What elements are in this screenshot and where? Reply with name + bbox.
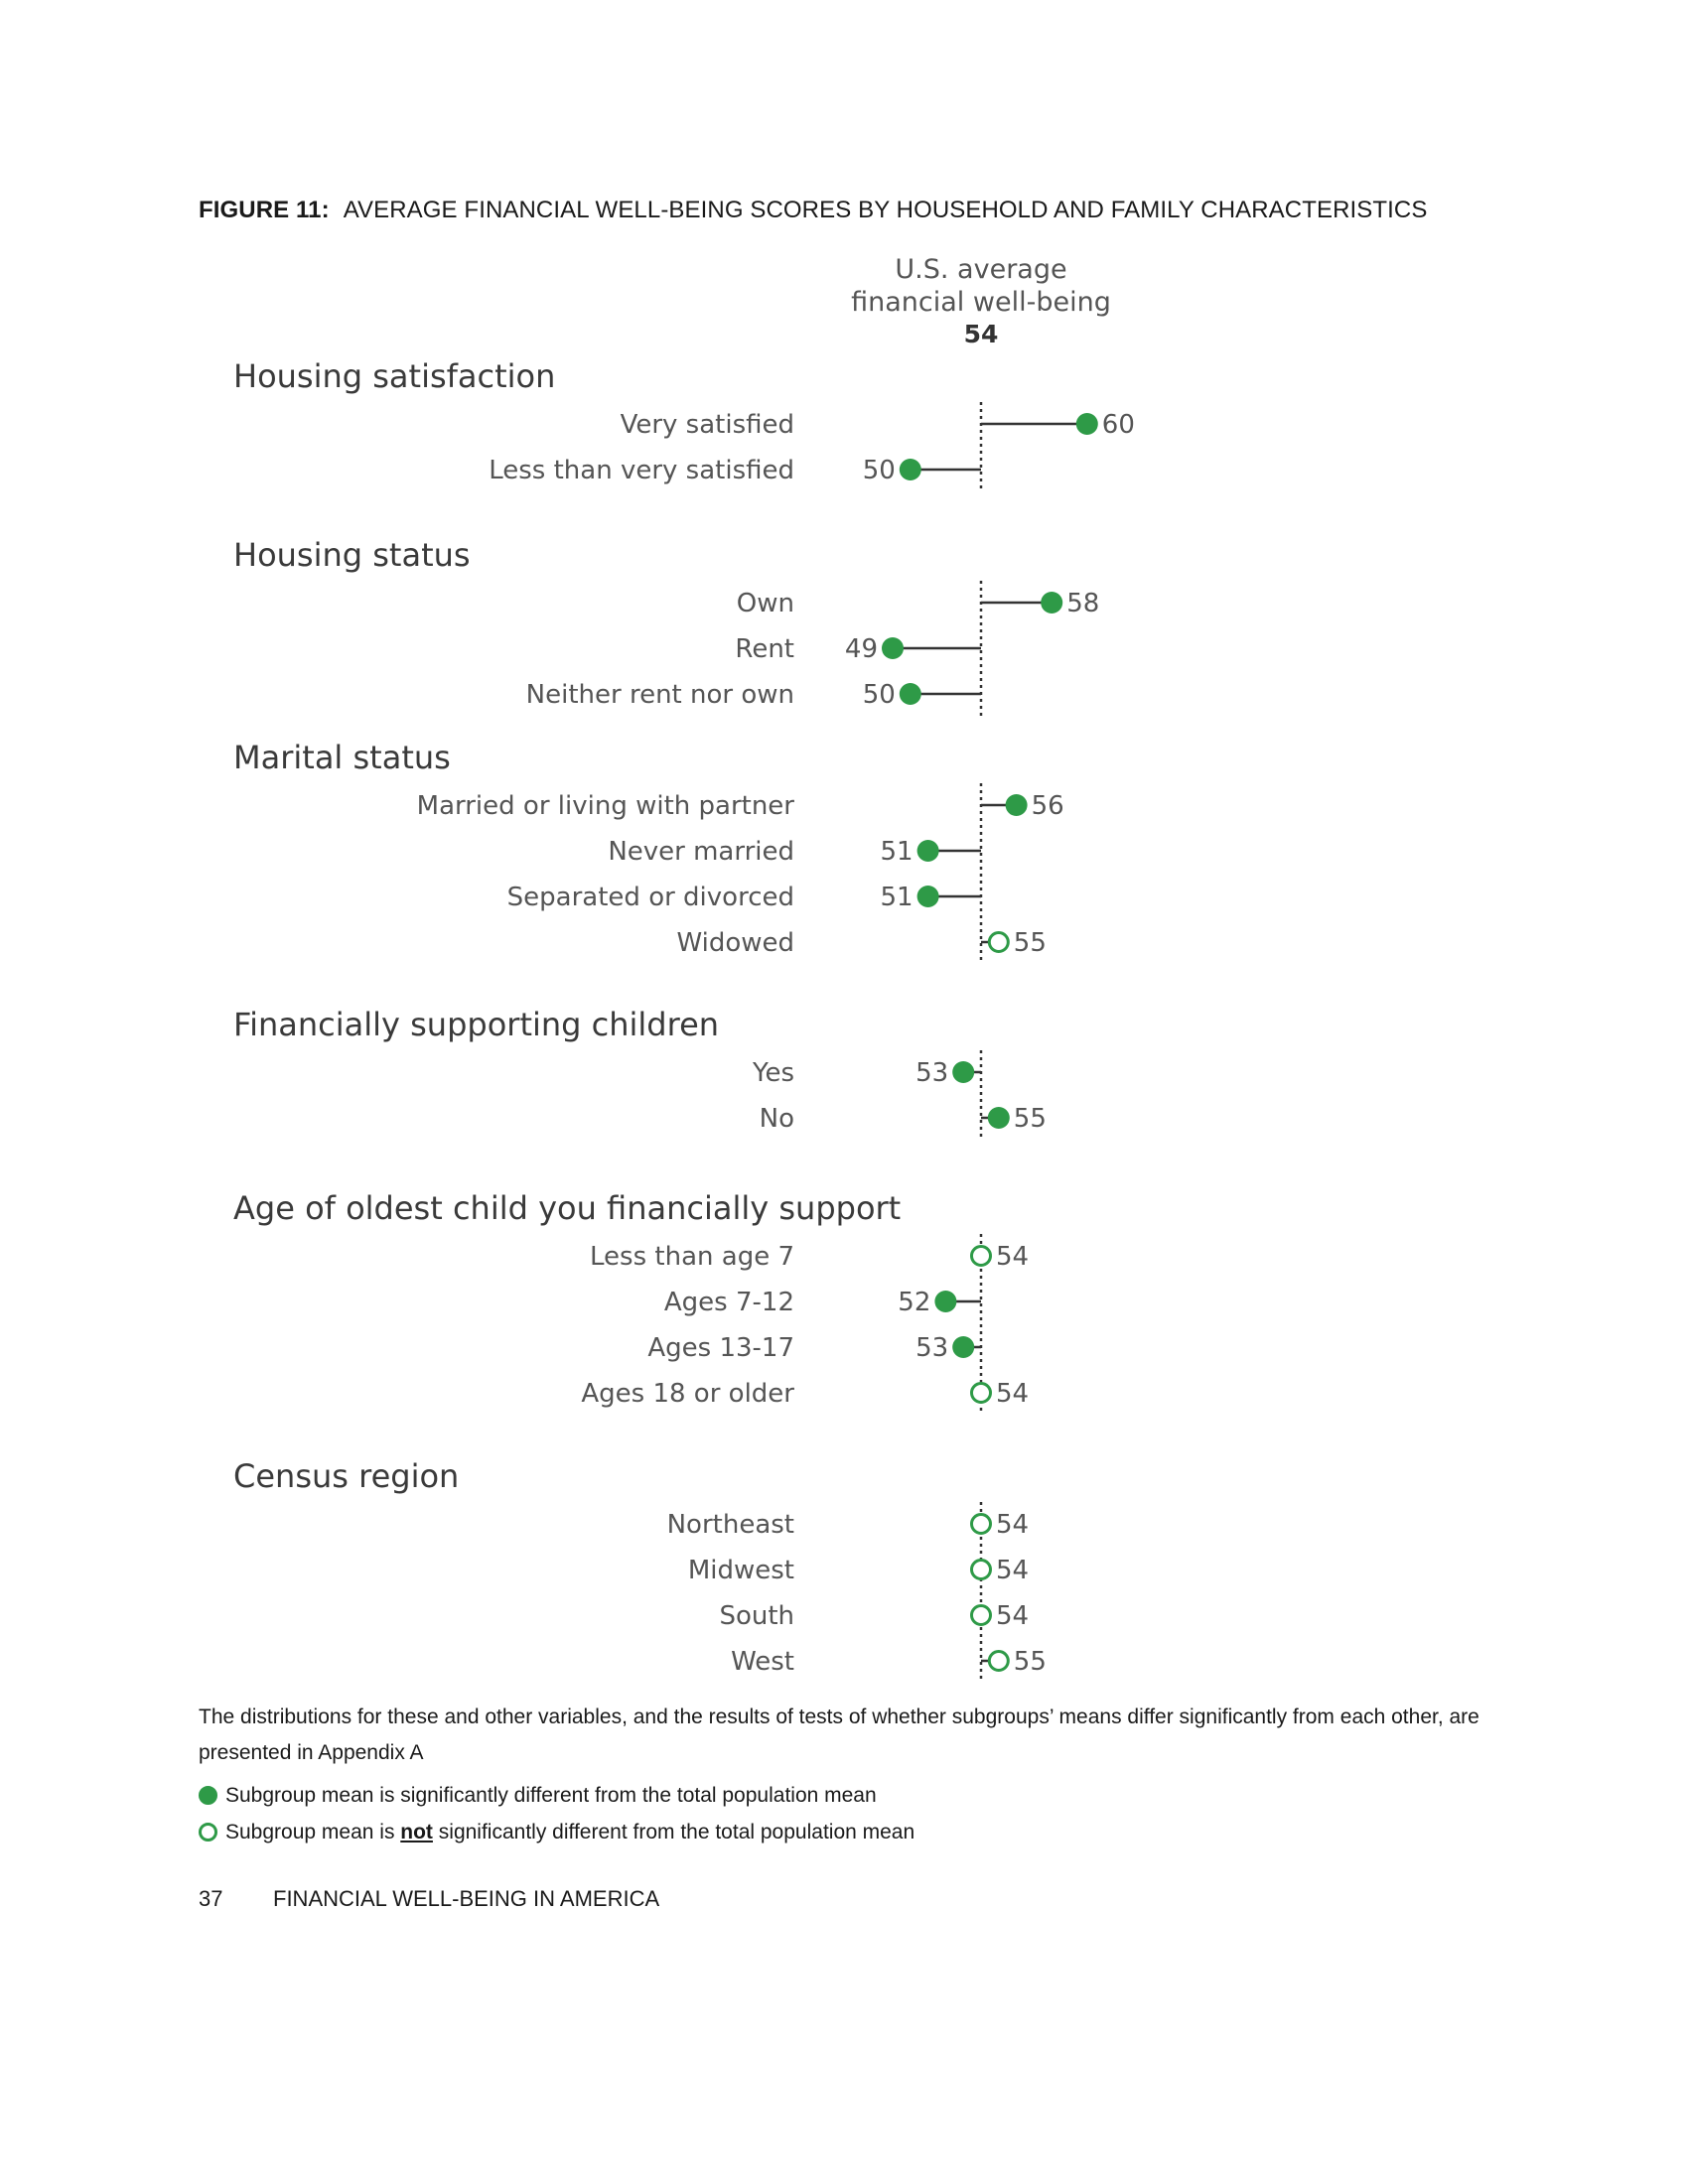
category-label: Less than age 7 [590, 1242, 794, 1272]
group-header: Housing status [233, 536, 471, 574]
data-label: 51 [880, 883, 914, 912]
data-label: 54 [996, 1510, 1030, 1540]
legend-not-word: not [400, 1820, 433, 1843]
data-label: 54 [996, 1556, 1030, 1585]
legend-not-significant [199, 1814, 914, 1850]
data-point-not-significant [972, 1384, 991, 1403]
hollow-dot-icon [199, 1823, 217, 1842]
reference-label-line-1: U.S. average [895, 254, 1067, 285]
data-point-not-significant [972, 1606, 991, 1625]
data-label: 58 [1066, 589, 1100, 618]
figure-label: FIGURE 11: [199, 197, 330, 223]
data-point-not-significant [972, 1515, 991, 1534]
data-label: 55 [1013, 1104, 1047, 1134]
category-label: Never married [608, 837, 794, 867]
reference-label-line-2: financial well-being [851, 287, 1111, 318]
data-label: 56 [1031, 791, 1064, 821]
category-label: Ages 13-17 [647, 1333, 794, 1363]
category-label: Very satisfied [620, 410, 794, 440]
data-label: 50 [862, 456, 896, 485]
data-point-significant [900, 683, 921, 705]
page-number: 37 [199, 1886, 223, 1911]
data-label: 49 [844, 634, 878, 664]
category-label: Ages 7-12 [663, 1288, 794, 1317]
figure-title [199, 197, 1427, 224]
category-label: Less than very satisfied [489, 456, 794, 485]
data-label: 53 [915, 1058, 949, 1088]
legend-not-significant-label [225, 1821, 914, 1844]
data-label: 55 [1013, 928, 1047, 958]
category-label: Midwest [687, 1556, 794, 1585]
category-label: Widowed [676, 928, 794, 958]
legend-not-suffix: significantly different from the total population mean [432, 1820, 915, 1843]
data-label: 54 [996, 1379, 1030, 1409]
data-point-significant [988, 1107, 1010, 1129]
filled-dot-icon [199, 1786, 217, 1805]
data-point-not-significant [989, 933, 1008, 952]
data-label: 50 [862, 680, 896, 710]
category-label: Neither rent nor own [525, 680, 794, 710]
legend [199, 1777, 914, 1850]
category-label: Married or living with partner [416, 791, 794, 821]
data-point-significant [952, 1336, 974, 1358]
page-footer [199, 1886, 659, 1912]
reference-value: 54 [963, 320, 999, 348]
group-header: Marital status [233, 739, 451, 776]
legend-significant-label: Subgroup mean is significantly different from the total population mean [225, 1783, 877, 1807]
data-point-significant [1041, 592, 1062, 614]
group-header: Financially supporting children [233, 1006, 720, 1043]
data-point-not-significant [989, 1652, 1008, 1671]
category-label: West [731, 1647, 794, 1677]
data-point-significant [1076, 413, 1098, 435]
data-point-not-significant [972, 1247, 991, 1266]
chart-notes: The distributions for these and other variables, and the results of tests of whether subgroups’ means differ significantly from each other, are presented in Appendix A [199, 1706, 1479, 1764]
group-header: Housing satisfaction [233, 357, 556, 395]
data-point-significant [952, 1061, 974, 1083]
category-label: Separated or divorced [506, 883, 794, 912]
group-header: Census region [233, 1457, 460, 1495]
data-label: 54 [996, 1242, 1030, 1272]
category-label: Northeast [666, 1510, 794, 1540]
category-label: Own [736, 589, 794, 618]
data-label: 52 [898, 1288, 931, 1317]
legend-not-prefix: Subgroup mean is [225, 1820, 401, 1843]
data-label: 54 [996, 1601, 1030, 1631]
data-point-significant [1006, 794, 1028, 816]
data-label: 53 [915, 1333, 949, 1363]
category-label: Yes [753, 1058, 794, 1088]
data-label: 60 [1101, 410, 1135, 440]
data-point-significant [917, 886, 939, 907]
category-label: No [759, 1104, 794, 1134]
data-point-significant [917, 840, 939, 862]
data-point-significant [900, 459, 921, 480]
legend-significant [199, 1777, 914, 1814]
data-point-significant [934, 1291, 956, 1312]
dot-deviation-chart [0, 238, 1688, 1688]
group-header: Age of oldest child you financially support [233, 1189, 902, 1227]
data-point-significant [882, 637, 904, 659]
data-label: 51 [880, 837, 914, 867]
data-point-not-significant [972, 1561, 991, 1579]
category-label: Ages 18 or older [581, 1379, 794, 1409]
data-label: 55 [1013, 1647, 1047, 1677]
category-label: South [719, 1601, 794, 1631]
figure-title-text: AVERAGE FINANCIAL WELL-BEING SCORES BY HOUSEHOLD AND FAMILY CHARACTERISTICS [343, 197, 1428, 223]
category-label: Rent [735, 634, 794, 664]
running-title: FINANCIAL WELL-BEING IN AMERICA [273, 1886, 660, 1911]
